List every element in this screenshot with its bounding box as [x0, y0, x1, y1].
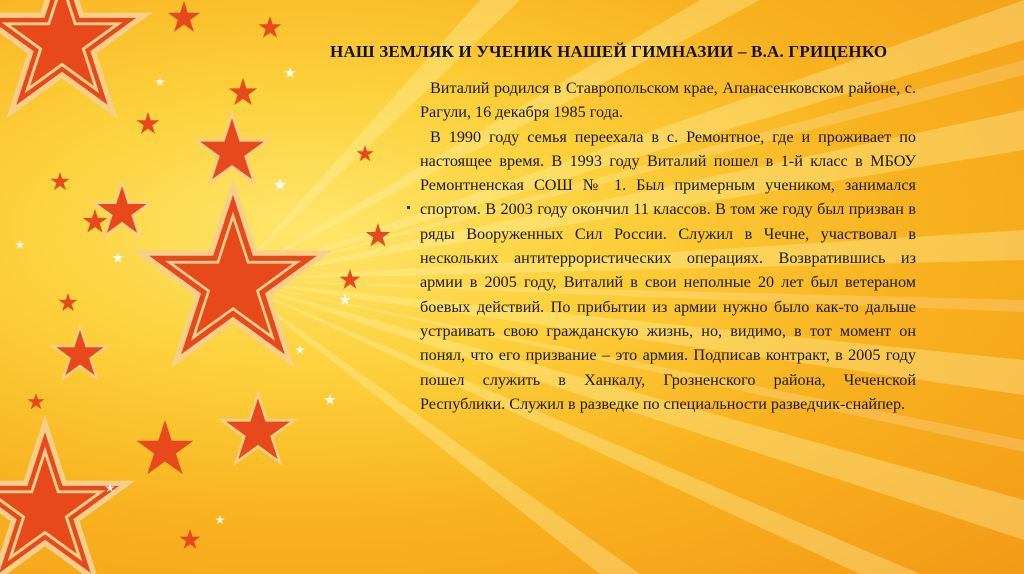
- paragraph-biography: В 1990 году семья переехала в с. Ремонтное, где и проживает по настоящее время. В 1993 году Виталий пошел в 1-й класс в МБОУ Ремонтненская СОШ № 1. Был примерным учеником, занимался спортом. В 2003 году окончил 11 классов. В том же году был призван в ряды Вооруженных Сил России. Служил в Чечне, участвовал в нескольких антитеррористических операциях. Возвратившись из армии в 2005 году, Виталий в свои неполные 20 лет был ветераном боевых действий. По прибытии из армии нужно было как-то дальше устраивать свою гражданскую жизнь, но, видимо, в тот момент он понял, что его призвание – это армия. Подписав контракт, в 2005 году пошел служить в Ханкалу, Грозненского района, Чеченской Республики. Служил в разведке по специальности разведчик-снайпер.: [420, 127, 916, 413]
- star-icon: [0, 0, 152, 119]
- stars-decoration: [0, 0, 440, 574]
- star-icon: [15, 67, 350, 524]
- slide-title: НАШ ЗЕМЛЯК И УЧЕНИК НАШЕЙ ГИМНАЗИИ – В.А. ГРИЦЕНКО: [330, 42, 888, 61]
- slide-body: [420, 76, 916, 416]
- paragraph-birth: Виталий родился в Ставропольском крае, Апанасенковском районе, с. Рагули, 16 декабря 1985 года.: [420, 79, 916, 122]
- bullet-dot: [407, 206, 410, 209]
- star-icon: [218, 390, 298, 466]
- star-icon: [136, 420, 193, 474]
- star-icon: [50, 323, 111, 381]
- star-icon: [192, 110, 272, 186]
- star-icon: [0, 415, 135, 574]
- star-icon: [133, 178, 333, 368]
